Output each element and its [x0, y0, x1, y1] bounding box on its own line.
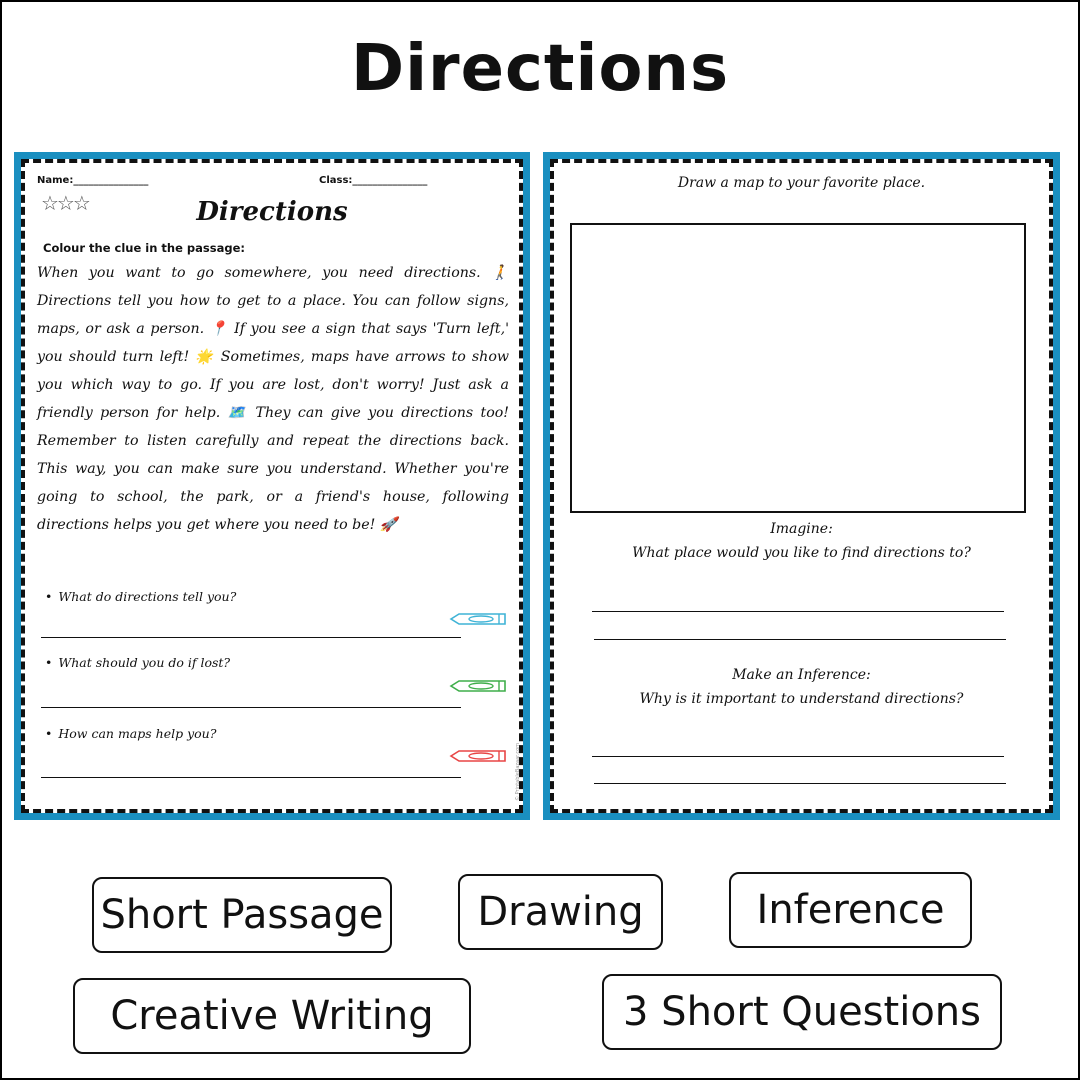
question-1-text: What do directions tell you?: [58, 589, 237, 604]
passage-instruction: Colour the clue in the passage:: [43, 241, 245, 255]
tag-drawing: Drawing: [458, 874, 663, 950]
imagine-label: Imagine:: [770, 521, 833, 537]
imagine-question: What place would you like to find directions to?: [632, 545, 971, 561]
inference-answer-line-1[interactable]: [592, 756, 1004, 757]
question-3: • How can maps help you?: [45, 726, 217, 741]
name-field-label: Name:_______________: [37, 175, 149, 186]
answer-line-3[interactable]: [41, 777, 461, 778]
worksheet-activity-page: [543, 152, 1060, 820]
answer-line-1[interactable]: [41, 637, 461, 638]
inference-question: Why is it important to understand directions?: [639, 691, 964, 707]
worksheet-title: Directions: [196, 197, 348, 227]
rating-stars-icon: ☆☆☆: [41, 191, 89, 215]
tag-short-passage: Short Passage: [92, 877, 392, 953]
inference-answer-line-2[interactable]: [594, 783, 1006, 784]
crayon-red-icon: [449, 748, 509, 764]
watermark: © PrintableBazaar.com: [515, 743, 521, 801]
question-2-text: What should you do if lost?: [58, 655, 231, 670]
crayon-green-icon: [449, 678, 509, 694]
question-2: • What should you do if lost?: [45, 655, 231, 670]
draw-prompt: Draw a map to your favorite place.: [677, 175, 926, 191]
tag-inference: Inference: [729, 872, 972, 948]
crayon-blue-icon: [449, 611, 509, 627]
worksheet-activity-inner: [550, 159, 1053, 813]
imagine-answer-line-1[interactable]: [592, 611, 1004, 612]
drawing-box[interactable]: [570, 223, 1026, 513]
inference-label: Make an Inference:: [732, 667, 871, 683]
worksheet-passage-inner: [21, 159, 523, 813]
worksheet-passage-page: [14, 152, 530, 820]
tag-3-short-questions: 3 Short Questions: [602, 974, 1002, 1050]
page-title: Directions: [350, 32, 730, 106]
reading-passage: When you want to go somewhere, you need directions. 🚶 Directions tell you how to get to a place. You can follow signs, maps, or ask a person. 📍 If you see a sign that says 'Turn left,' you should turn left! 🌟 Sometimes, maps have arrows to show you which way to go. If you are lost, don't worry! Just ask a friendly person for help. 🗺️ They can give you directions too! Remember to listen carefully and repeat the directions back. This way, you can make sure you understand. Whether you're going to school, the park, or a friend's house, following directions helps you get where you need to be! 🚀: [37, 265, 509, 533]
question-3-text: How can maps help you?: [58, 726, 217, 741]
question-1: • What do directions tell you?: [45, 589, 237, 604]
class-field-label: Class:_______________: [319, 175, 428, 186]
imagine-answer-line-2[interactable]: [594, 639, 1006, 640]
tag-creative-writing: Creative Writing: [73, 978, 471, 1054]
answer-line-2[interactable]: [41, 707, 461, 708]
